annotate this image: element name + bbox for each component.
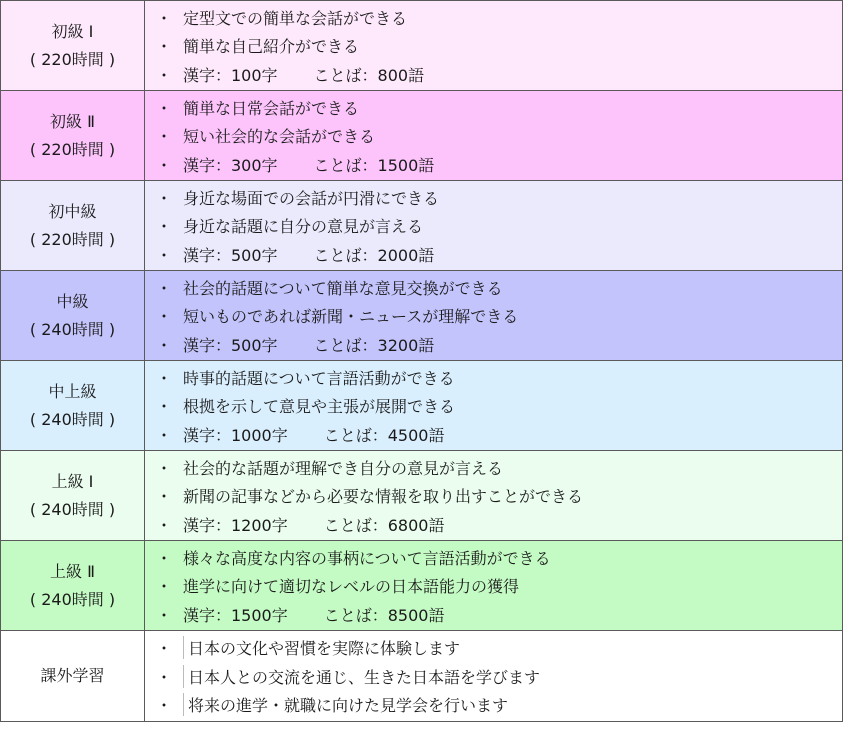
bullet: ・	[155, 217, 172, 236]
level-name: 課外学習	[40, 666, 105, 685]
goal-item	[145, 363, 842, 392]
vocab-item	[145, 510, 842, 539]
bullet: ・	[155, 98, 172, 118]
goals-cell	[145, 181, 843, 271]
activity-text: 日本人との交流を通じ、生きた日本語を学びます	[188, 667, 541, 687]
goals-cell	[145, 361, 843, 451]
bullet: ・	[155, 515, 172, 535]
goal-text: 短い社会的な会話ができる	[183, 127, 376, 146]
bullet: ・	[155, 487, 172, 506]
goal-item	[145, 121, 842, 150]
vocab-item	[145, 150, 842, 179]
goals-cell	[145, 1, 843, 91]
kotoba-count: ことば：8500語	[323, 605, 445, 625]
kotoba-count: ことば：3200語	[313, 335, 435, 355]
activity-item	[145, 662, 842, 691]
level-cell	[1, 271, 145, 361]
level-cell	[1, 181, 145, 271]
goal-item	[145, 571, 842, 600]
kanji-count: 漢字：500字	[183, 245, 278, 265]
bullet: ・	[155, 425, 172, 445]
kanji-count: 漢字：1500字	[183, 605, 288, 625]
bullet: ・	[155, 397, 172, 416]
goal-item	[145, 211, 842, 240]
level-name: 初中級	[48, 201, 97, 221]
goal-text: 簡単な日常会話ができる	[183, 98, 360, 118]
level-name: 初級 Ⅱ	[50, 111, 95, 131]
bullet: ・	[155, 335, 172, 355]
bullet: ・	[155, 548, 172, 568]
level-row	[1, 451, 843, 541]
kanji-count: 漢字：500字	[183, 335, 278, 355]
level-cell	[1, 1, 145, 91]
level-cell	[1, 631, 145, 722]
vocab-item	[145, 240, 842, 269]
bullet: ・	[155, 8, 172, 28]
goal-item	[145, 273, 842, 302]
level-hours: ( 220時間 )	[29, 49, 116, 69]
level-row	[1, 91, 843, 181]
bullet: ・	[155, 155, 172, 175]
level-name: 中級	[56, 291, 89, 311]
goal-item	[145, 31, 842, 60]
bullet: ・	[155, 245, 172, 265]
goal-text: 根拠を示して意見や主張が展開できる	[183, 397, 456, 416]
level-name: 上級 Ⅰ	[51, 471, 94, 491]
goal-text: 簡単な自己紹介ができる	[183, 37, 360, 56]
goal-item	[145, 3, 842, 32]
level-row	[1, 181, 843, 271]
goals-cell	[145, 631, 843, 722]
goal-text: 進学に向けて適切なレベルの日本語能力の獲得	[183, 577, 520, 596]
goal-item	[145, 301, 842, 330]
bullet: ・	[155, 307, 172, 326]
bullet: ・	[155, 577, 172, 596]
bullet: ・	[145, 636, 184, 659]
kotoba-count: ことば：800語	[313, 65, 425, 85]
goal-text: 様々な高度な内容の事柄について言語活動ができる	[183, 548, 551, 568]
bullet: ・	[155, 127, 172, 146]
vocab-item	[145, 330, 842, 359]
goals-cell	[145, 271, 843, 361]
goal-item	[145, 453, 842, 482]
level-hours: ( 220時間 )	[29, 229, 116, 249]
goal-item	[145, 183, 842, 212]
goal-item	[145, 481, 842, 510]
vocab-item	[145, 600, 842, 629]
kotoba-count: ことば：4500語	[323, 425, 445, 445]
goal-item	[145, 93, 842, 122]
kotoba-count: ことば：1500語	[313, 155, 435, 175]
goal-text: 身近な話題に自分の意見が言える	[183, 217, 424, 236]
activity-item	[145, 633, 842, 662]
level-cell	[1, 541, 145, 631]
level-hours: ( 240時間 )	[29, 589, 116, 609]
activity-item	[145, 690, 842, 719]
goal-text: 定型文での簡単な会話ができる	[183, 8, 408, 28]
goal-text: 身近な場面での会話が円滑にできる	[183, 188, 440, 208]
level-hours: ( 220時間 )	[29, 139, 116, 159]
vocab-item	[145, 60, 842, 89]
level-row	[1, 541, 843, 631]
level-name: 上級 Ⅱ	[50, 561, 95, 581]
level-hours: ( 240時間 )	[29, 319, 116, 339]
goal-text: 短いものであれば新聞・ニュースが理解できる	[183, 307, 519, 326]
level-cell	[1, 91, 145, 181]
goal-text: 社会的話題について簡単な意見交換ができる	[183, 278, 503, 298]
kanji-count: 漢字：300字	[183, 155, 278, 175]
bullet: ・	[145, 665, 184, 688]
bullet: ・	[145, 693, 184, 716]
kotoba-count: ことば：2000語	[313, 245, 435, 265]
level-row	[1, 361, 843, 451]
kanji-count: 漢字：1200字	[183, 515, 288, 535]
kanji-count: 漢字：1000字	[183, 425, 288, 445]
bullet: ・	[155, 458, 172, 478]
level-hours: ( 240時間 )	[29, 409, 116, 429]
level-row	[1, 631, 843, 722]
bullet: ・	[155, 65, 172, 85]
goal-item	[145, 543, 842, 572]
bullet: ・	[155, 278, 172, 298]
activity-text: 日本の文化や習慣を実際に体験します	[188, 639, 461, 658]
goal-text: 社会的な話題が理解でき自分の意見が言える	[183, 458, 504, 478]
level-hours: ( 240時間 )	[29, 499, 116, 519]
level-name: 初級 Ⅰ	[51, 21, 94, 41]
goal-item	[145, 391, 842, 420]
level-name: 中上級	[48, 381, 97, 401]
vocab-item	[145, 420, 842, 449]
bullet: ・	[155, 188, 172, 208]
goals-cell	[145, 541, 843, 631]
goal-text: 新聞の記事などから必要な情報を取り出すことができる	[183, 487, 584, 506]
bullet: ・	[155, 368, 172, 388]
bullet: ・	[155, 37, 172, 56]
level-row	[1, 271, 843, 361]
goal-text: 時事的話題について言語活動ができる	[183, 368, 455, 388]
level-cell	[1, 361, 145, 451]
kotoba-count: ことば：6800語	[323, 515, 445, 535]
kanji-count: 漢字：100字	[183, 65, 278, 85]
goals-cell	[145, 91, 843, 181]
goals-cell	[145, 451, 843, 541]
activity-text: 将来の進学・就職に向けた見学会を行います	[188, 696, 509, 715]
level-row	[1, 1, 843, 91]
bullet: ・	[155, 605, 172, 625]
level-cell	[1, 451, 145, 541]
